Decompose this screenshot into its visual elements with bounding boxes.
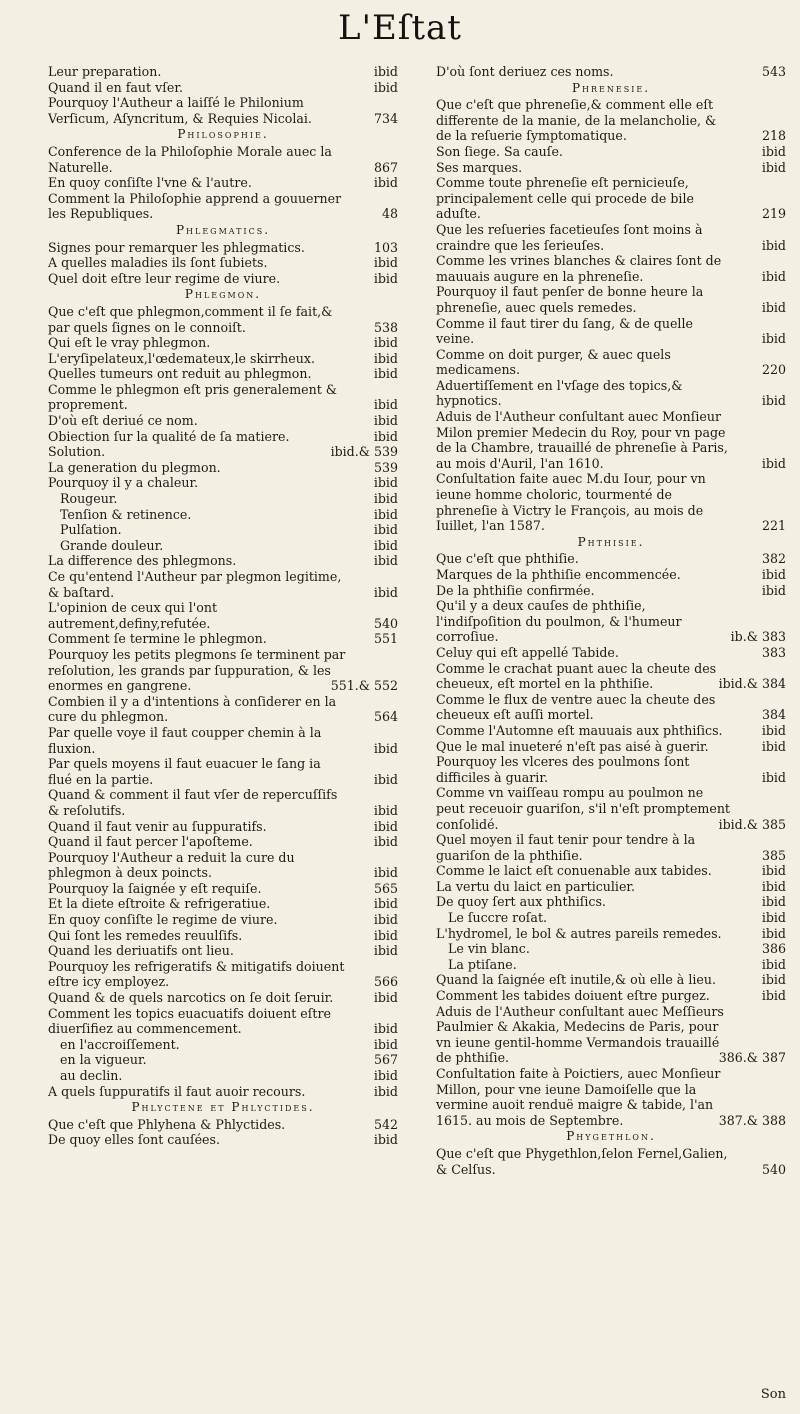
index-entry <box>48 491 398 507</box>
page-reference: ibid <box>761 567 786 582</box>
page-reference: 220 <box>761 362 786 378</box>
page-reference: ibid <box>373 771 398 787</box>
page-reference: 48 <box>381 206 398 222</box>
index-entry <box>436 284 786 315</box>
page-reference: ibid <box>373 270 398 286</box>
entry-text: Conference de la Philoſophie Morale auec la Naturelle. <box>48 143 332 175</box>
index-entry <box>436 692 786 723</box>
entry-text: Pourquoy il y a chaleur. <box>48 475 199 491</box>
page-reference: ibid <box>373 335 398 351</box>
entry-text: Comment les topics euacuatifs doiuent eſtre diuerſifiez au commencement. <box>48 1005 331 1037</box>
page-reference: ibid <box>373 1132 398 1148</box>
page-reference: 540 <box>761 1161 786 1177</box>
entry-text: Quand la ſaignée eſt inutile,& où elle à lieu. <box>436 972 716 988</box>
index-entry <box>436 988 786 1004</box>
index-entry <box>436 910 786 926</box>
index-entry <box>48 647 398 694</box>
entry-text: Tenſion & retinence. <box>60 506 192 522</box>
entry-text: Pourquoy l'Autheur a reduit la cure du phlegmon à deux poincts. <box>48 849 295 881</box>
page-reference: ibid <box>761 894 786 910</box>
page-reference: 386.& 387 <box>718 1050 786 1066</box>
page-reference: ibid <box>373 175 398 191</box>
index-entry <box>436 160 786 176</box>
index-entry <box>48 175 398 191</box>
page-reference: ibid <box>761 878 786 894</box>
page-reference: ib.& 383 <box>730 629 786 645</box>
entry-text: Quel moyen il faut tenir pour tendre à la guariſon de la phthiſie. <box>436 832 696 863</box>
page-reference: ibid.& 384 <box>718 676 786 692</box>
entry-text: Celuy qui eſt appellé Tabide. <box>436 644 619 660</box>
entry-text: Le vin blanc. <box>448 941 530 957</box>
index-column-right <box>436 64 786 1177</box>
entry-text: A quelles maladies ils ſont ſubiets. <box>48 255 268 271</box>
page-reference: ibid <box>373 397 398 413</box>
page-reference: 564 <box>373 709 398 725</box>
index-entry <box>48 522 398 538</box>
index-entry <box>48 725 398 756</box>
index-entry <box>436 598 786 645</box>
index-entry <box>48 1068 398 1084</box>
page-reference: ibid <box>373 1083 398 1099</box>
page-reference: ibid <box>761 925 786 941</box>
entry-text: Rougeur. <box>60 491 118 507</box>
index-entry <box>48 304 398 335</box>
entry-text: De quoy elles ſont cauſées. <box>48 1132 220 1148</box>
entry-text: Grande douleur. <box>60 537 164 553</box>
page-reference: ibid <box>761 956 786 972</box>
page-reference: ibid <box>373 802 398 818</box>
index-entry <box>48 959 398 990</box>
page-reference: 542 <box>373 1116 398 1132</box>
index-entry <box>436 567 786 583</box>
entry-text: au declin. <box>60 1068 123 1083</box>
index-entry <box>48 191 398 222</box>
page-reference: ibid <box>761 143 786 159</box>
entry-text: Pourquoy les vlceres des poulmons ſont difficiles à guarir. <box>436 754 690 785</box>
page-reference: ibid <box>373 927 398 943</box>
section-heading: Phrenesie. <box>571 80 651 95</box>
index-entry <box>48 1132 398 1148</box>
index-entry <box>48 834 398 850</box>
entry-text: A quels ſuppuratifs il faut auoir recours. <box>48 1083 306 1099</box>
index-entry <box>48 569 398 600</box>
entry-text: En quoy conſiſte le regime de viure. <box>48 912 278 928</box>
section-heading: Phthisie. <box>577 534 645 549</box>
entry-text: Aduertiſſement en l'vſage des topics,& hypnotics. <box>436 377 683 409</box>
entry-text: Marques de la phthiſie encommencée. <box>436 567 681 582</box>
page-reference: 543 <box>761 64 786 79</box>
index-entry <box>48 1117 398 1133</box>
entry-text: Ses marques. <box>436 159 523 175</box>
index-entry <box>48 413 398 429</box>
entry-text: Pourquoy l'Autheur a laiſſé le Philonium Verſicum, Aſyncritum, & Requies Nicolai. <box>48 95 312 126</box>
entry-text: Quand il faut percer l'apoſteme. <box>48 834 253 850</box>
entry-text: Quelles tumeurs ont reduit au phlegmon. <box>48 366 312 382</box>
page-reference: 383 <box>761 644 786 660</box>
section-heading: Phlegmatics. <box>175 222 271 237</box>
page-reference: ibid <box>373 79 398 95</box>
index-entry <box>436 785 786 832</box>
page-reference: ibid <box>373 553 398 569</box>
index-entry <box>48 694 398 725</box>
page-reference: ibid <box>761 769 786 785</box>
index-entry <box>48 553 398 569</box>
page-reference: ibid <box>373 896 398 912</box>
section-heading: Phlyctene et Phlyctides. <box>131 1100 315 1115</box>
entry-text: Que c'eſt que phreneſie,& comment elle eſt differente de la manie, de la melancholie, & de la reſuerie ſymptomatique. <box>436 97 717 144</box>
index-entry <box>436 64 786 80</box>
page-reference: 103 <box>373 239 398 255</box>
page-reference: ibid <box>761 393 786 409</box>
page-reference: 551.& 552 <box>330 678 398 694</box>
page-reference: ibid <box>373 584 398 600</box>
entry-text: De la phthiſie confirmée. <box>436 582 595 598</box>
index-entry <box>48 507 398 523</box>
entry-text: Comment les tabides doiuent eſtre purgez. <box>436 988 710 1004</box>
index-entry <box>436 894 786 910</box>
section-heading: Philosophie. <box>177 127 269 142</box>
page-reference: 384 <box>761 707 786 723</box>
page-reference: ibid <box>761 582 786 598</box>
index-entry <box>436 551 786 567</box>
entry-text: Par quels moyens il faut euacuer le ſang ia flué en la partie. <box>48 756 321 787</box>
page-reference: ibid <box>373 537 398 553</box>
entry-text: Que c'eſt que phlegmon,comment il ſe fait,& par quels ſignes on le connoiſt. <box>48 303 333 335</box>
entry-text: Pourquoy les petits plegmons ſe terminent par reſolution, les grands par ſuppuration, & les enormes en gangrene. <box>48 646 346 694</box>
page-reference: ibid <box>761 863 786 879</box>
entry-text: Et la diete eſtroite & refrigeratiue. <box>48 896 271 912</box>
entry-text: Comme toute phreneſie eſt pernicieuſe, principalement celle qui procede de bile aduſte. <box>436 175 694 222</box>
index-entry <box>48 255 398 271</box>
page-reference: ibid <box>373 1068 398 1083</box>
page-reference: ibid <box>761 455 786 471</box>
page-reference: ibid <box>761 237 786 253</box>
page-reference: ibid <box>373 912 398 928</box>
index-entry <box>436 471 786 533</box>
index-entry <box>48 444 398 460</box>
index-entry <box>48 631 398 647</box>
index-entry <box>48 787 398 818</box>
entry-text: Comme le phlegmon eſt pris generalement & proprement. <box>48 381 338 413</box>
page-reference: ibid <box>373 1021 398 1037</box>
entry-text: Signes pour remarquer les phlegmatics. <box>48 239 305 255</box>
index-entry <box>436 1004 786 1066</box>
index-entry <box>48 912 398 928</box>
index-entry <box>48 1084 398 1100</box>
index-entry <box>48 756 398 787</box>
entry-text: Que c'eſt que Phygethlon,ſelon Fernel,Galien, & Celſus. <box>436 1145 728 1177</box>
entry-text: D'où ſont deriuez ces noms. <box>436 64 614 79</box>
index-entry <box>436 583 786 599</box>
page-reference: ibid <box>373 491 398 507</box>
index-entry <box>48 1052 398 1068</box>
entry-text: Conſultation faite à Poictiers, auec Monſieur Millon, pour vne ieune Damoiſelle que la vermine auoit renduë maigre & tabide, l'an 1615. au mois de Septembre. <box>436 1066 721 1128</box>
page-reference: 566 <box>373 974 398 990</box>
entry-text: Que c'eſt que phthiſie. <box>436 551 579 567</box>
index-entry <box>436 957 786 973</box>
index-entry <box>436 739 786 755</box>
entry-text: La vertu du laict en particulier. <box>436 878 636 894</box>
entry-text: De quoy ſert aux phthiſics. <box>436 894 606 910</box>
index-entry <box>48 896 398 912</box>
entry-text: Comment ſe termine le phlegmon. <box>48 631 267 647</box>
index-entry <box>436 832 786 863</box>
page-reference: 385 <box>761 847 786 863</box>
index-entry <box>436 253 786 284</box>
entry-text: Pourquoy il faut penſer de bonne heure la phreneſie, auec quels remedes. <box>436 284 704 315</box>
entry-text: Que les reſueries facetieuſes ſont moins à craindre que les ſerieuſes. <box>436 221 703 253</box>
index-entry <box>436 661 786 692</box>
entry-text: La generation du plegmon. <box>48 459 221 475</box>
entry-text: Le ſuccre roſat. <box>448 910 548 926</box>
index-entry <box>436 723 786 739</box>
page-reference: 387.& 388 <box>718 1112 786 1128</box>
page-reference: 567 <box>373 1052 398 1068</box>
page-reference: ibid <box>373 834 398 850</box>
entry-text: Que le mal inueteré n'eſt pas aisé à guerir. <box>436 738 709 754</box>
index-entry <box>48 382 398 413</box>
entry-text: Pourquoy les refrigeratifs & mitigatifs doiuent eſtre icy employez. <box>48 958 345 990</box>
catchword: Son <box>760 1387 786 1402</box>
index-entry <box>48 990 398 1006</box>
index-entry <box>48 351 398 367</box>
entry-text: Comme le laict eſt conuenable aux tabides. <box>436 863 712 879</box>
index-entry <box>436 879 786 895</box>
entry-text: Pourquoy la ſaignée y eſt requiſe. <box>48 880 262 896</box>
index-entry <box>436 175 786 222</box>
page-reference: ibid <box>373 943 398 959</box>
index-entry <box>436 645 786 661</box>
page-reference: ibid <box>373 475 398 491</box>
entry-text: Conſultation faite auec M.du Iour, pour vn ieune homme choloric, tourmenté de phreneſie à Victry le François, au mois de Iuillet, l'an 1587. <box>436 471 706 534</box>
entry-text: Quand il en faut vſer. <box>48 79 183 95</box>
index-entry <box>436 144 786 160</box>
index-entry <box>436 863 786 879</box>
index-entry <box>436 972 786 988</box>
index-entry <box>436 378 786 409</box>
section-heading: Phlegmon. <box>184 287 262 302</box>
entry-text: Qui ſont les remedes reuulſifs. <box>48 927 243 943</box>
page-reference: 540 <box>373 615 398 631</box>
index-entry <box>48 95 398 126</box>
index-entry <box>48 881 398 897</box>
page-reference: ibid <box>761 299 786 315</box>
page-reference: ibid <box>373 1036 398 1052</box>
index-entry <box>48 1037 398 1053</box>
entry-text: Qu'il y a deux cauſes de phthiſie, l'indiſpoſition du poulmon, & l'humeur corroſiue. <box>436 598 682 645</box>
entry-text: en la vigueur. <box>60 1052 147 1068</box>
page-reference: 734 <box>373 110 398 126</box>
index-entry <box>48 271 398 287</box>
index-entry <box>48 600 398 631</box>
page-reference: ibid <box>373 990 398 1006</box>
index-entry <box>48 538 398 554</box>
entry-text: Quand & de quels narcotics on ſe doit ſeruir. <box>48 990 334 1006</box>
entry-text: Comme il faut tirer du ſang, & de quelle veine. <box>436 315 693 347</box>
page-reference: ibid <box>761 972 786 988</box>
index-entry <box>436 926 786 942</box>
index-entry <box>48 366 398 382</box>
index-entry <box>48 460 398 476</box>
index-entry <box>48 850 398 881</box>
entry-text: L'hydromel, le bol & autres pareils remedes. <box>436 925 722 941</box>
page-reference: ibid <box>761 268 786 284</box>
running-title: L'Eſtat <box>338 8 462 48</box>
index-entry <box>48 240 398 256</box>
index-entry <box>436 1146 786 1177</box>
index-entry <box>48 429 398 445</box>
page-reference: ibid <box>761 910 786 926</box>
index-entry <box>436 97 786 144</box>
entry-text: La difference des phlegmons. <box>48 553 237 569</box>
index-entry <box>436 941 786 957</box>
index-entry <box>48 475 398 491</box>
entry-text: D'où eſt deriué ce nom. <box>48 413 198 429</box>
section-heading: Phygethlon. <box>566 1129 656 1144</box>
entry-text: Aduis de l'Autheur conſultant auec Monſieur Milon premier Medecin du Roy, pour vn page de la Chambre, trauaillé de phreneſie à Paris, au mois d'Auril, l'an 1610. <box>436 409 728 471</box>
page-reference: ibid <box>373 366 398 382</box>
page-reference: 221 <box>761 518 786 534</box>
index-entry <box>48 928 398 944</box>
index-entry <box>436 409 786 471</box>
page-reference: 382 <box>761 551 786 567</box>
index-entry <box>48 80 398 96</box>
entry-text: Pulſation. <box>60 522 122 538</box>
page-reference: ibid <box>373 64 398 79</box>
page-reference: 219 <box>761 206 786 222</box>
entry-text: Son ſiege. Sa cauſe. <box>436 143 563 159</box>
entry-text: Comme l'Automne eſt mauuais aux phthiſics. <box>436 722 723 738</box>
entry-text: En quoy conſiſte l'vne & l'autre. <box>48 175 252 191</box>
entry-text: en l'accroiſſement. <box>60 1036 180 1052</box>
index-entry <box>48 1006 398 1037</box>
entry-text: Quand & comment il faut vſer de repercuſſifs & reſolutifs. <box>48 787 338 818</box>
index-entry <box>436 222 786 253</box>
page-reference: 218 <box>761 128 786 144</box>
entry-text: Solution. <box>48 444 106 460</box>
entry-text: Qui eſt le vray phlegmon. <box>48 335 211 351</box>
entry-text: Comme le crachat puant auec la cheute des cheueux, eſt mortel en la phthiſie. <box>436 660 717 692</box>
index-entry <box>48 943 398 959</box>
page-reference: 565 <box>373 880 398 896</box>
index-entry <box>48 335 398 351</box>
page-reference: ibid.& 385 <box>718 816 786 832</box>
page-reference: ibid.& 539 <box>330 444 398 460</box>
page-reference: ibid <box>761 722 786 738</box>
page-reference: 539 <box>373 459 398 475</box>
entry-text: Combien il y a d'intentions à conſiderer en la cure du phlegmon. <box>48 693 337 725</box>
index-entry <box>48 144 398 175</box>
index-entry <box>436 1066 786 1128</box>
entry-text: Comme les vrines blanches & claires ſont de mauuais augure en la phreneſie. <box>436 253 722 284</box>
entry-text: Leur preparation. <box>48 64 162 79</box>
page-reference: ibid <box>373 255 398 271</box>
entry-text: Quand il faut venir au ſuppuratifs. <box>48 818 267 834</box>
page-reference: ibid <box>373 865 398 881</box>
page-reference: ibid <box>373 818 398 834</box>
index-entry <box>48 64 398 80</box>
index-entry <box>48 819 398 835</box>
entry-text: Comme vn vaiſſeau rompu au poulmon ne peut receuoir guariſon, s'il n'eſt promptement conſolidé. <box>436 785 730 832</box>
entry-text: Aduis de l'Autheur conſultant auec Meſſieurs Paulmier & Akakia, Medecins de Paris, pour vn ieune gentil-homme Vermandois trauaillé de phthiſie. <box>436 1003 724 1066</box>
page-reference: 867 <box>373 159 398 175</box>
index-entry <box>436 316 786 347</box>
page-reference: ibid <box>373 522 398 538</box>
index-entry <box>436 754 786 785</box>
page-reference: ibid <box>373 428 398 444</box>
page-reference: ibid <box>761 159 786 175</box>
entry-text: Comme le flux de ventre auec la cheute des cheueux eſt auſſi mortel. <box>436 691 716 723</box>
index-column-left <box>48 64 398 1148</box>
entry-text: L'eryſipelateux,l'œdemateux,le skirrheux. <box>48 350 315 366</box>
entry-text: Obiection ſur la qualité de ſa matiere. <box>48 428 290 444</box>
page-reference: ibid <box>373 413 398 429</box>
index-entry <box>436 347 786 378</box>
entry-text: La ptiſane. <box>448 956 517 972</box>
page-reference: ibid <box>373 740 398 756</box>
entry-text: Quand les deriuatifs ont lieu. <box>48 943 234 959</box>
page-reference: 551 <box>373 631 398 647</box>
entry-text: Que c'eſt que Phlyhena & Phlyctides. <box>48 1116 286 1132</box>
entry-text: Comment la Philoſophie apprend a gouuerner les Republiques. <box>48 190 342 222</box>
page-reference: ibid <box>373 350 398 366</box>
entry-text: Par quelle voye il faut coupper chemin à la fluxion. <box>48 724 322 756</box>
page-reference: ibid <box>761 738 786 754</box>
entry-text: Comme on doit purger, & auec quels medicamens. <box>436 346 671 378</box>
page-reference: ibid <box>761 331 786 347</box>
page-reference: 538 <box>373 319 398 335</box>
entry-text: Quel doit eſtre leur regime de viure. <box>48 270 281 286</box>
page-reference: 386 <box>761 941 786 957</box>
page-reference: ibid <box>373 506 398 522</box>
page-reference: ibid <box>761 988 786 1004</box>
entry-text: Ce qu'entend l'Autheur par plegmon legitime, & baſtard. <box>48 569 342 600</box>
entry-text: L'opinion de ceux qui l'ont autrement,definy,refutée. <box>48 600 218 631</box>
